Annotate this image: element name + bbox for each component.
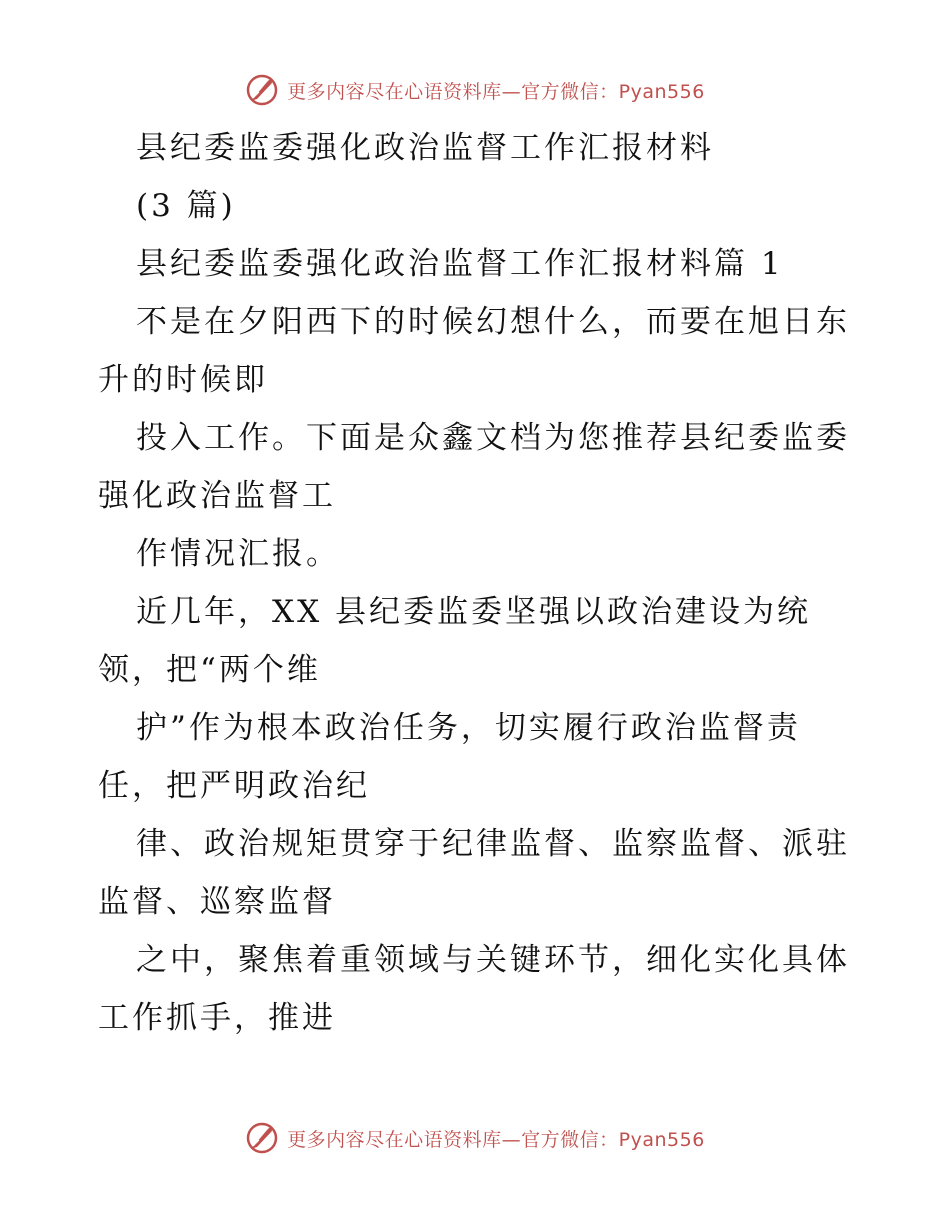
paragraph-line: 强化政治监督工 <box>98 478 336 514</box>
quill-logo-icon <box>245 1121 279 1155</box>
paragraph-line: 近几年，XX 县纪委监委坚强以政治建设为统 <box>136 594 811 630</box>
paragraph-line: 律、政治规矩贯穿于纪律监督、监察监督、派驻 <box>136 826 850 862</box>
document-title: 县纪委监委强化政治监督工作汇报材料 <box>136 130 714 166</box>
watermark-text: 更多内容尽在心语资料库—官方微信：Pyan556 <box>287 80 705 103</box>
paragraph-line: 工作抓手，推进 <box>98 1000 336 1036</box>
header-watermark <box>0 70 950 110</box>
footer-watermark <box>0 1118 950 1158</box>
paragraph-line: 不是在夕阳西下的时候幻想什么，而要在旭日东 <box>136 304 850 340</box>
paragraph-line: 任，把严明政治纪 <box>98 768 370 804</box>
paragraph-line: 投入工作。下面是众鑫文档为您推荐县纪委监委 <box>136 420 850 456</box>
paragraph-line: 之中，聚焦着重领域与关键环节，细化实化具体 <box>136 942 850 978</box>
paragraph-line: 护”作为根本政治任务，切实履行政治监督责 <box>136 710 801 746</box>
paragraph-line: 监督、巡察监督 <box>98 884 336 920</box>
paragraph-line: 领，把“两个维 <box>98 652 321 688</box>
paragraph-line: 作情况汇报。 <box>136 536 340 572</box>
section-heading: 县纪委监委强化政治监督工作汇报材料篇 1 <box>136 246 784 282</box>
watermark-text: 更多内容尽在心语资料库—官方微信：Pyan556 <box>287 1128 705 1151</box>
paragraph-line: 升的时候即 <box>98 362 268 398</box>
document-title-count: (3 篇) <box>136 188 236 224</box>
quill-logo-icon <box>245 73 279 107</box>
